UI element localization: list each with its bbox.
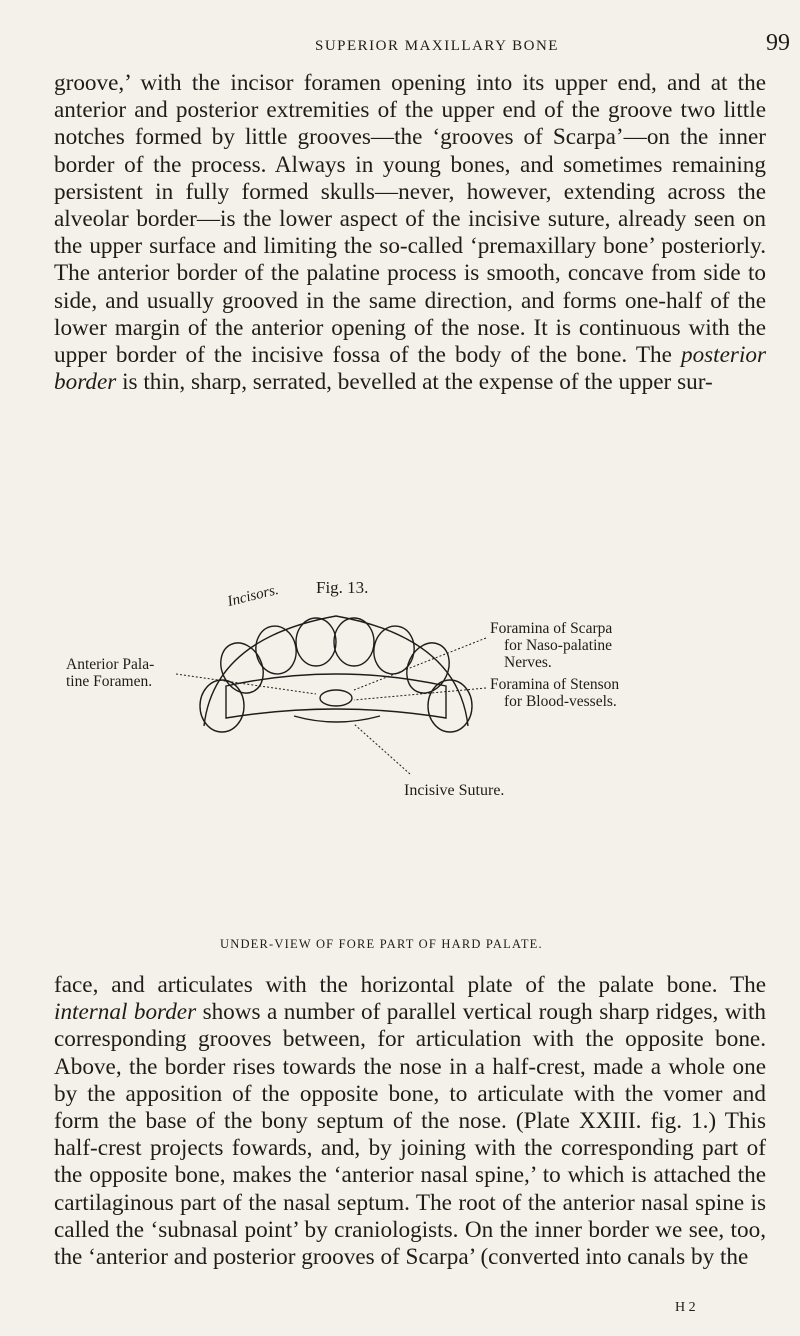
label-right-1b: for Naso-palatine (504, 637, 613, 654)
palate-outline (226, 674, 446, 718)
label-left-line-1: Anterior Pala- (66, 656, 155, 673)
figure-13 (54, 578, 766, 818)
incisor-socket-5 (370, 623, 418, 677)
incisor-socket-6 (399, 636, 457, 700)
label-right-1a: Foramina of Scarpa (490, 620, 613, 637)
figure-title: Fig. 13. (316, 578, 369, 597)
label-incisive-suture: Incisive Suture. (404, 782, 505, 799)
canine-socket-left (200, 680, 244, 732)
incisor-socket-4 (334, 618, 374, 666)
paragraph-1 (54, 70, 766, 396)
paragraph-2-b: shows a number of parallel vertical rough sharp ridges, with corresponding grooves between, for articulation with the opposite bone. Above, the border rises towards the nose in a half-crest, made a whole one by the apposition of the opposite bone, to articulate with the vomer and form the base of the bony septum of the nose. (Plate XXIII. fig. 1.) This half-crest projects fowards, and, by joining with the corresponding part of the opposite bone, makes the ‘anterior nasal spine,’ to which is attached the cartilaginous part of the nasal septum. The root of the anterior nasal spine is called the ‘subnasal point’ by craniologists. On the inner border we see, too, the ‘anterior and posterior grooves of Scarpa’ (converted into canals by the (54, 999, 766, 1271)
label-anterior-palatine-foramen (66, 656, 154, 690)
label-foramina-scarpa (490, 620, 612, 671)
running-head: SUPERIOR MAXILLARY BONE (315, 38, 559, 54)
incisor-socket-3 (296, 618, 336, 666)
leader-suture (354, 724, 410, 774)
leader-left (176, 674, 316, 694)
paragraph-2-a: face, and articulates with the horizontal plate of the palate bone. The (54, 972, 766, 998)
anterior-palatine-foramen (320, 690, 352, 706)
paragraph-1-tail-pre: The (627, 342, 681, 369)
leader-stenson (354, 688, 486, 700)
label-incisors: Incisors. (225, 581, 281, 611)
canine-socket-right (428, 680, 472, 732)
label-right-2b: for Blood-vessels. (504, 693, 617, 710)
paragraph-1-italic: posterior border (54, 342, 766, 396)
label-foramina-stenson (490, 676, 619, 710)
page-header (60, 28, 790, 68)
incisive-suture (294, 716, 380, 722)
figure-caption: UNDER-VIEW OF FORE PART OF HARD PALATE. (220, 937, 543, 951)
incisor-socket-1 (213, 636, 271, 700)
paragraph-1-text: groove,’ with the incisor foramen opening into its upper end, and at the anterior and posterior extremities of the upper end of the groove two little notches formed by little grooves—the ‘grooves of Scarpa’—on the inner border of the process. Always in young bones, and sometimes remaining persistent in fully formed skulls—never, however, extending across the alveolar border—is the lower aspect of the incisive suture, already seen on the upper surface and limiting the so-called ‘premaxillary bone’ posteriorly. The anterior border of the palatine process is smooth, concave from side to side, and usually grooved in the same direction, and forms one-half of the lower margin of the anterior opening of the nose. It is continuous with the upper border of the incisive fossa of the body of the bone. (54, 70, 766, 369)
label-right-1c: Nerves. (504, 654, 552, 671)
label-right-2a: Foramina of Stenson (490, 676, 620, 693)
paragraph-2 (54, 972, 766, 1271)
paragraph-2-italic: internal border (54, 999, 197, 1026)
page-number: 99 (766, 30, 790, 56)
incisor-socket-2 (252, 623, 300, 677)
signature-mark: H 2 (675, 1300, 696, 1315)
label-left-line-2: tine Foramen. (66, 673, 153, 690)
paragraph-1-tail-post: is thin, sharp, serrated, bevelled at the expense of the upper sur- (116, 369, 713, 396)
